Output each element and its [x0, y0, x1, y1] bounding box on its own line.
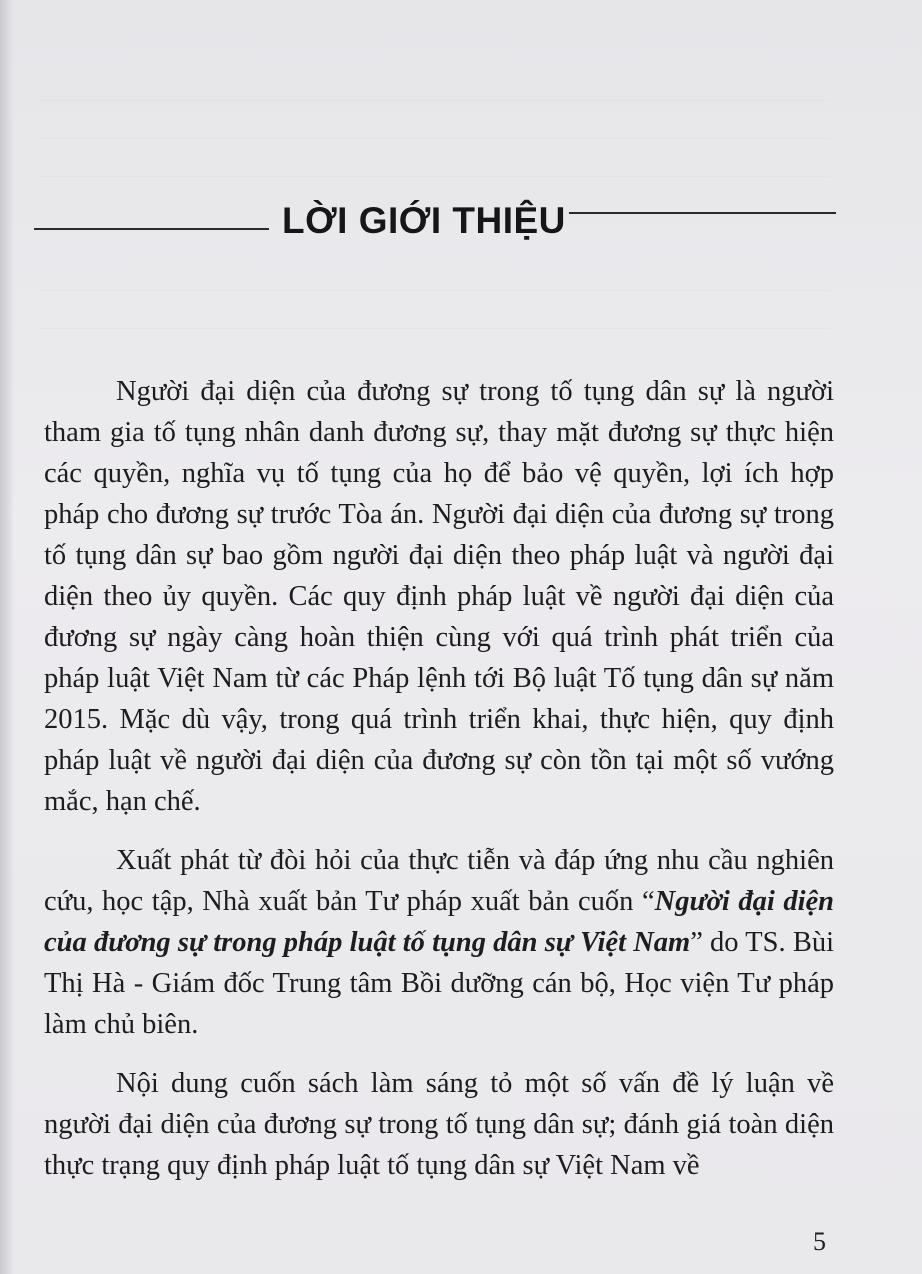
paragraph-2: [44, 840, 834, 1045]
page-gutter-shadow: [0, 0, 14, 1274]
book-title: Người đại diện của đương sự trong pháp luật tố tụng dân sự Việt Nam: [44, 886, 834, 958]
page-title: LỜI GIỚI THIỆU: [282, 200, 566, 241]
heading-rule-right: [569, 212, 836, 214]
paragraph-2-intro: Xuất phát từ đòi hỏi của thực tiễn và đáp ứng nhu cầu nghiên cứu, học tập, Nhà xuất bản Tư pháp xuất bản cuốn “: [44, 845, 834, 917]
chapter-heading: [34, 196, 836, 246]
body-text: [44, 371, 834, 1204]
paragraph-1: Người đại diện của đương sự trong tố tụng dân sự là người tham gia tố tụng nhân danh đương sự, thay mặt đương sự thực hiện các quyền, nghĩa vụ tố tụng của họ để bảo vệ quyền, lợi ích hợp pháp cho đương sự trước Tòa án. Người đại diện của đương sự trong tố tụng dân sự bao gồm người đại diện theo pháp luật và người đại diện theo ủy quyền. Các quy định pháp luật về người đại diện của đương sự ngày càng hoàn thiện cùng với quá trình phát triển của pháp luật Việt Nam từ các Pháp lệnh tới Bộ luật Tố tụng dân sự năm 2015. Mặc dù vậy, trong quá trình triển khai, thực hiện, quy định pháp luật về người đại diện của đương sự còn tồn tại một số vướng mắc, hạn chế.: [44, 376, 834, 817]
paragraph-3: Nội dung cuốn sách làm sáng tỏ một số vấn đề lý luận về người đại diện của đương sự trong tố tụng dân sự; đánh giá toàn diện thực trạng quy định pháp luật tố tụng dân sự Việt Nam về: [44, 1068, 834, 1181]
page-number: 5: [813, 1227, 826, 1256]
heading-rule-left: [34, 228, 269, 230]
paragraph-2-rest: ” do TS. Bùi Thị Hà - Giám đốc Trung tâm Bồi dưỡng cán bộ, Học viện Tư pháp làm chủ biên.: [44, 927, 834, 1040]
